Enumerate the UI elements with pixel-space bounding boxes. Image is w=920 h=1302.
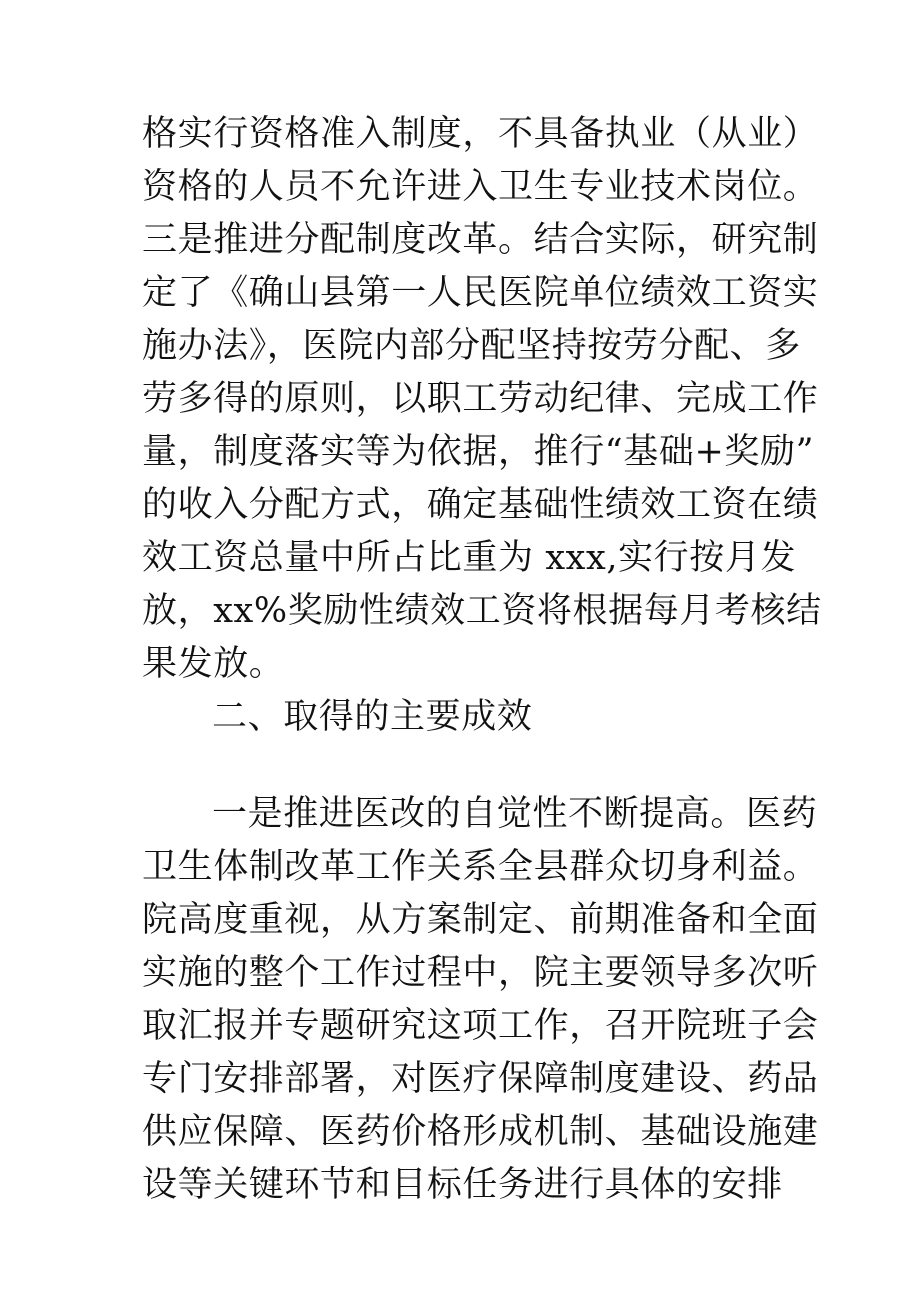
text-line: 量，制度落实等为依据，推行“基础+奖励” <box>142 432 815 472</box>
text-line: 卫生体制改革工作关系全县群众切身利益。 <box>142 847 819 887</box>
text-line: 定了《确山县第一人民医院单位绩效工资实 <box>142 273 819 313</box>
text-line: 供应保障、医药价格形成机制、基础设施建 <box>142 1112 819 1152</box>
text-line: 三是推进分配制度改革。结合实际，研究制 <box>142 220 819 260</box>
text-line: 专门安排部署，对医疗保障制度建设、药品 <box>142 1059 819 1099</box>
text-line: 设等关键环节和目标任务进行具体的安排 <box>142 1165 783 1205</box>
body-paragraph-1 <box>142 108 822 691</box>
text-line: 取汇报并专题研究这项工作，召开院班子会 <box>142 1006 819 1046</box>
text-line: 格实行资格准入制度，不具备执业（从业） <box>142 114 819 154</box>
text-line: 果发放。 <box>142 644 285 684</box>
section-heading-block <box>142 691 782 744</box>
text-line: 实施的整个工作过程中，院主要领导多次听 <box>142 953 819 993</box>
text-line: 施办法》，医院内部分配坚持按劳分配、多 <box>142 326 801 366</box>
section-heading: 二、取得的主要成效 <box>212 697 533 737</box>
text-line: 劳多得的原则，以职工劳动纪律、完成工作 <box>142 379 819 419</box>
text-line: 资格的人员不允许进入卫生专业技术岗位。 <box>142 167 819 207</box>
text-line: 的收入分配方式，确定基础性绩效工资在绩 <box>142 485 819 525</box>
text-line: 院高度重视，从方案制定、前期准备和全面 <box>142 900 819 940</box>
text-line: 放，xx%奖励性绩效工资将根据每月考核结 <box>142 591 822 631</box>
body-paragraph-2 <box>142 788 819 1212</box>
text-line: 一是推进医改的自觉性不断提高。医药 <box>212 794 818 834</box>
text-line: 效工资总量中所占比重为 xxx,实行按月发 <box>142 538 797 578</box>
